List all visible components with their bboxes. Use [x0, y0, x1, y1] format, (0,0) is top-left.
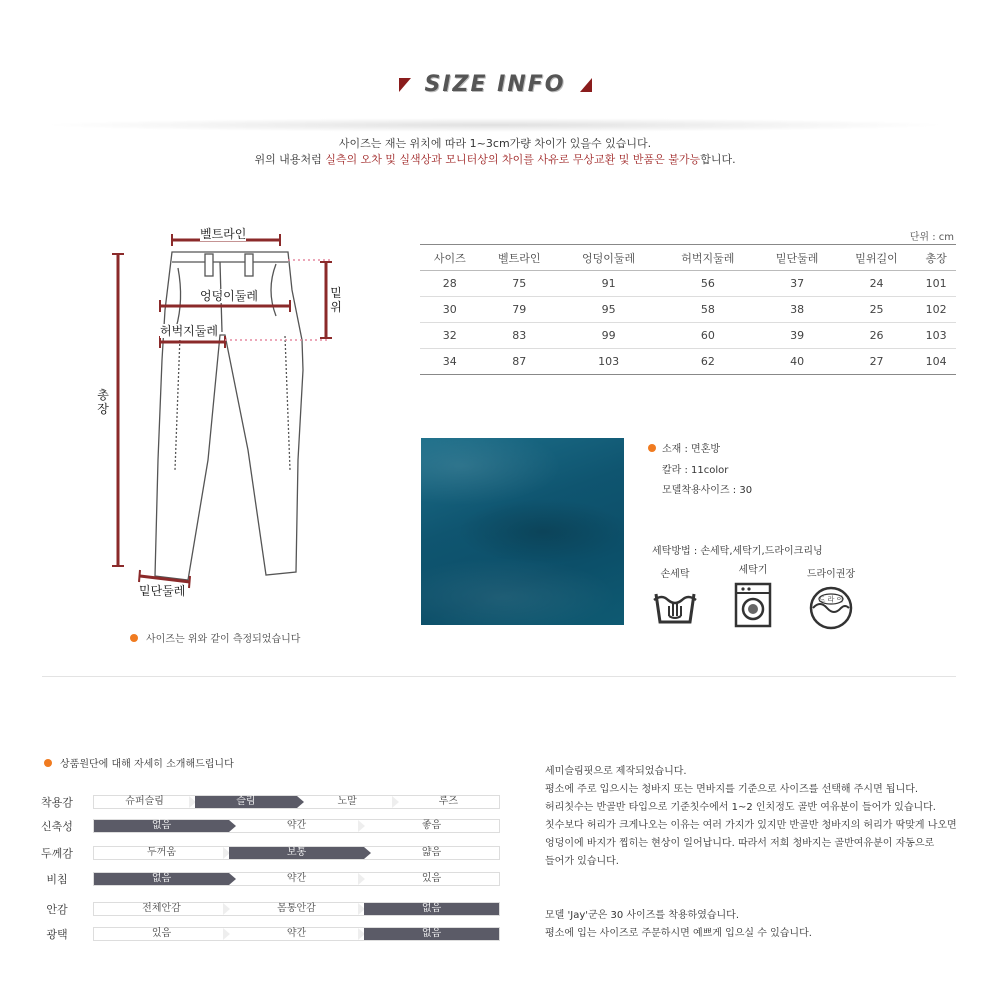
fabric-row-label: 신축성 — [41, 820, 73, 833]
fabric-row-label: 광택 — [46, 928, 68, 941]
cell: 101 — [916, 271, 956, 297]
dry-clean-block — [801, 565, 861, 633]
fabric-rating-option: 몸통안감 — [229, 903, 364, 915]
cell: 60 — [658, 323, 757, 349]
description-line: 세미슬림핏으로 제작되었습니다. — [545, 766, 687, 777]
fabric-row-label: 두께감 — [41, 847, 73, 860]
notice-line-2-pre: 위의 내용처럼 — [254, 153, 326, 166]
description-block-1 — [545, 763, 957, 871]
fabric-rating-bar — [93, 795, 500, 809]
cell: 95 — [559, 297, 658, 323]
fabric-heading — [44, 755, 234, 770]
cell: 32 — [420, 323, 480, 349]
fabric-swatch-image — [421, 438, 624, 625]
fabric-rating-option: 있음 — [421, 873, 442, 884]
material-fabric-text: 소재 : 면혼방 — [662, 444, 721, 455]
measure-note — [130, 630, 300, 645]
cell: 75 — [480, 271, 559, 297]
cell: 40 — [757, 349, 836, 375]
fabric-rating-option: 두꺼움 — [94, 847, 229, 859]
fabric-rating-option: 없음 — [94, 820, 229, 832]
label-total-length: 총 장 — [97, 388, 109, 416]
cell: 87 — [480, 349, 559, 375]
cell: 62 — [658, 349, 757, 375]
notice-line-2-emphasis: 실측의 오차 및 실색상과 모니터상의 차이를 사유로 무상교환 및 반품은 불가능 — [325, 153, 701, 166]
cell: 99 — [559, 323, 658, 349]
fabric-rating-bar — [93, 872, 500, 886]
material-color: 칼라 : 11color — [662, 465, 729, 476]
col-total: 총장 — [916, 245, 956, 271]
fabric-rating-option: 좋음 — [421, 820, 442, 831]
fabric-rating-option: 있음 — [94, 928, 229, 940]
notice-line-1: 사이즈는 재는 위치에 따라 1~3cm가량 차이가 있을수 있습니다. — [338, 137, 652, 150]
cell: 27 — [837, 349, 916, 375]
pants-diagram — [80, 220, 350, 610]
cell: 30 — [420, 297, 480, 323]
label-hem: 밑단둘레 — [139, 584, 186, 598]
cell: 56 — [658, 271, 757, 297]
fabric-rating-option: 보통 — [229, 847, 364, 859]
col-hem: 밑단둘레 — [757, 245, 836, 271]
table-row — [420, 349, 956, 375]
dry-clean-label: 드라이권장 — [806, 569, 856, 580]
cell: 79 — [480, 297, 559, 323]
label-rise: 밑 위 — [330, 286, 342, 314]
fabric-row-label: 착용감 — [41, 796, 73, 809]
fabric-rating-bar — [93, 902, 500, 916]
fabric-row-label: 안감 — [46, 903, 68, 916]
title-divider-shadow — [40, 118, 950, 132]
cell: 103 — [916, 323, 956, 349]
description-line: 들어가 있습니다. — [545, 856, 619, 867]
fabric-rating-bar — [93, 927, 500, 941]
cell: 58 — [658, 297, 757, 323]
cell: 91 — [559, 271, 658, 297]
cell: 39 — [757, 323, 836, 349]
material-fabric — [648, 440, 720, 455]
table-header-row — [420, 245, 956, 271]
unit-label: 단위 : cm — [909, 232, 954, 243]
fabric-rating-option: 슬림 — [195, 796, 296, 808]
size-table — [420, 244, 956, 375]
fabric-rating-option: 전체안감 — [94, 903, 229, 915]
table-row — [420, 323, 956, 349]
label-thigh: 허벅지둘레 — [160, 324, 218, 338]
dry-clean-icon — [805, 586, 857, 630]
fabric-rating-option: 없음 — [364, 903, 499, 915]
cell: 34 — [420, 349, 480, 375]
description-block-2 — [545, 907, 812, 943]
bullet-dot-icon — [130, 634, 138, 642]
hand-wash-label: 손세탁 — [660, 569, 690, 580]
fabric-rating-option: 루즈 — [438, 796, 459, 807]
washing-machine-icon — [733, 582, 773, 628]
fabric-rating-option: 약간 — [229, 928, 364, 940]
cell: 24 — [837, 271, 916, 297]
bullet-dot-icon — [44, 759, 52, 767]
description-line: 칫수보다 허리가 크게나오는 이유는 여러 가지가 있지만 반골반 청바지의 허리가 딱맞게 나오면 — [545, 820, 957, 831]
col-belt: 벨트라인 — [480, 245, 559, 271]
fabric-rating-option: 약간 — [229, 873, 364, 885]
cell: 25 — [837, 297, 916, 323]
fabric-rating-option: 없음 — [364, 928, 499, 940]
fabric-rating-bar — [93, 846, 500, 860]
cell: 37 — [757, 271, 836, 297]
fabric-rating-option: 없음 — [94, 873, 229, 885]
col-thigh: 허벅지둘레 — [658, 245, 757, 271]
description-line: 평소에 주로 입으시는 청바지 또는 면바지를 기준으로 사이즈를 선택해 주시면 됩니다. — [545, 784, 919, 795]
notice-line-2-post: 합니다. — [700, 153, 736, 166]
cell: 26 — [837, 323, 916, 349]
fabric-rating-option: 노말 — [297, 796, 398, 808]
cell: 38 — [757, 297, 836, 323]
bullet-dot-icon — [648, 444, 656, 452]
triangle-left-icon — [399, 78, 411, 92]
washing-machine-label: 세탁기 — [738, 565, 768, 576]
section-divider — [42, 676, 956, 677]
cell: 28 — [420, 271, 480, 297]
description-line: 허리칫수는 반골반 타입으로 기준칫수에서 1~2 인치정도 골반 여유분이 들어가 있습니다. — [545, 802, 936, 813]
wash-method: 세탁방법 : 손세탁,세탁기,드라이크리닝 — [652, 546, 823, 557]
fabric-rating-option: 얇음 — [421, 847, 442, 858]
cell: 103 — [559, 349, 658, 375]
triangle-right-icon — [580, 78, 592, 92]
col-size: 사이즈 — [420, 245, 480, 271]
washing-machine-block — [723, 561, 783, 631]
label-hip: 엉덩이둘레 — [200, 289, 258, 303]
cell: 104 — [916, 349, 956, 375]
description-line: 평소에 입는 사이즈로 주문하시면 예쁘게 입으실 수 있습니다. — [545, 928, 812, 939]
page-title: SIZE INFO — [424, 72, 566, 97]
fabric-heading-text: 상품원단에 대해 자세히 소개해드립니다 — [60, 759, 234, 770]
material-model-size: 모델착용사이즈 : 30 — [662, 485, 753, 496]
description-line: 모델 'Jay'군은 30 사이즈를 착용하였습니다. — [545, 910, 740, 921]
fabric-rating-bar — [93, 819, 500, 833]
measure-note-text: 사이즈는 위와 같이 측정되었습니다 — [146, 634, 301, 645]
table-row — [420, 271, 956, 297]
hand-wash-block — [645, 565, 705, 631]
col-rise: 밑위길이 — [837, 245, 916, 271]
table-row — [420, 297, 956, 323]
cell: 83 — [480, 323, 559, 349]
size-info-header — [0, 72, 990, 108]
total-length-measure — [112, 254, 124, 566]
description-line: 엉덩이에 바지가 찝히는 현상이 일어납니다. 따라서 저희 청바지는 골반여유분이 자동으로 — [545, 838, 935, 849]
col-hip: 엉덩이둘레 — [559, 245, 658, 271]
fabric-row-label: 비침 — [46, 873, 68, 886]
cell: 102 — [916, 297, 956, 323]
dry-clean-inner-text: 드 라 이 — [818, 595, 844, 604]
fabric-rating-option: 약간 — [229, 820, 364, 832]
notice-line-2 — [0, 151, 990, 167]
fabric-rating-option: 슈퍼슬림 — [94, 796, 195, 808]
label-belt-line: 벨트라인 — [200, 227, 247, 241]
hand-wash-icon — [650, 586, 700, 628]
